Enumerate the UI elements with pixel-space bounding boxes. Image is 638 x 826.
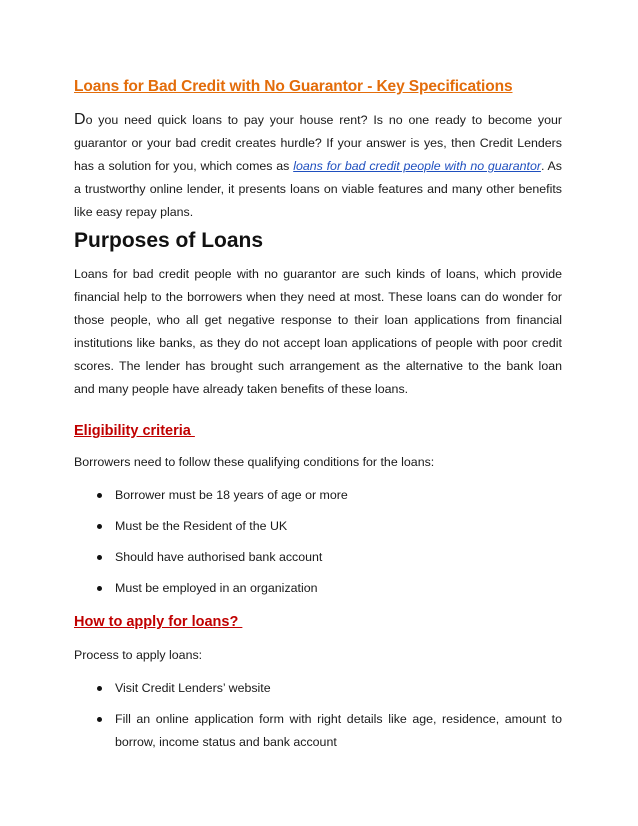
list-item-text: Fill an online application form with right details like age, residence, amount to borrow, income status and bank account [115,712,562,749]
intro-text-after-link: . As a trustworthy online lender, it presents loans on viable features and many other benefits like easy repay plans. [74,159,562,219]
eligibility-intro: Borrowers need to follow these qualifying conditions for the loans: [74,455,435,469]
list-item-text: Must be the Resident of the UK [115,519,288,533]
bullet-icon [97,555,102,560]
eligibility-list [74,484,562,608]
apply-heading: How to apply for loans? [74,614,243,630]
bullet-icon [97,717,102,722]
intro-paragraph [74,108,562,224]
bullet-icon [97,686,102,691]
list-item [74,708,562,754]
list-item-text: Borrower must be 18 years of age or more [115,488,348,502]
purposes-heading: Purposes of Loans [74,229,264,252]
list-item [74,677,562,700]
bullet-icon [97,524,102,529]
purposes-paragraph: Loans for bad credit people with no guarantor are such kinds of loans, which provide financial help to the borrowers when they need at most. These loans can do wonder for those people, who all get negative response to their loan applications from financial institutions like banks, as they do not accept loan applications of people with poor credit scores. The lender has brought such arrangement as the alternative to the bank loan and many people have already taken benefits of these loans. [74,267,562,396]
list-item [74,515,562,538]
intro-dropcap: D [74,111,86,128]
apply-steps-list [74,677,562,762]
bullet-icon [97,493,102,498]
list-item [74,546,562,569]
list-item-text: Visit Credit Lenders’ website [115,681,271,695]
apply-intro: Process to apply loans: [74,648,203,662]
bullet-icon [97,586,102,591]
document-title: Loans for Bad Credit with No Guarantor - Key Specifications [74,78,513,95]
list-item [74,577,562,600]
list-item-text: Must be employed in an organization [115,581,318,595]
list-item [74,484,562,507]
intro-text-before-link: o you need quick loans to pay your house rent? Is no one ready to become your guarantor or your bad credit creates hurdle? If your answer is yes, then Credit Lenders has a solution for you, which comes as [74,113,562,173]
list-item-text: Should have authorised bank account [115,550,323,564]
eligibility-heading: Eligibility criteria [74,423,195,439]
bad-credit-loans-link[interactable]: loans for bad credit people with no guarantor [293,159,541,173]
